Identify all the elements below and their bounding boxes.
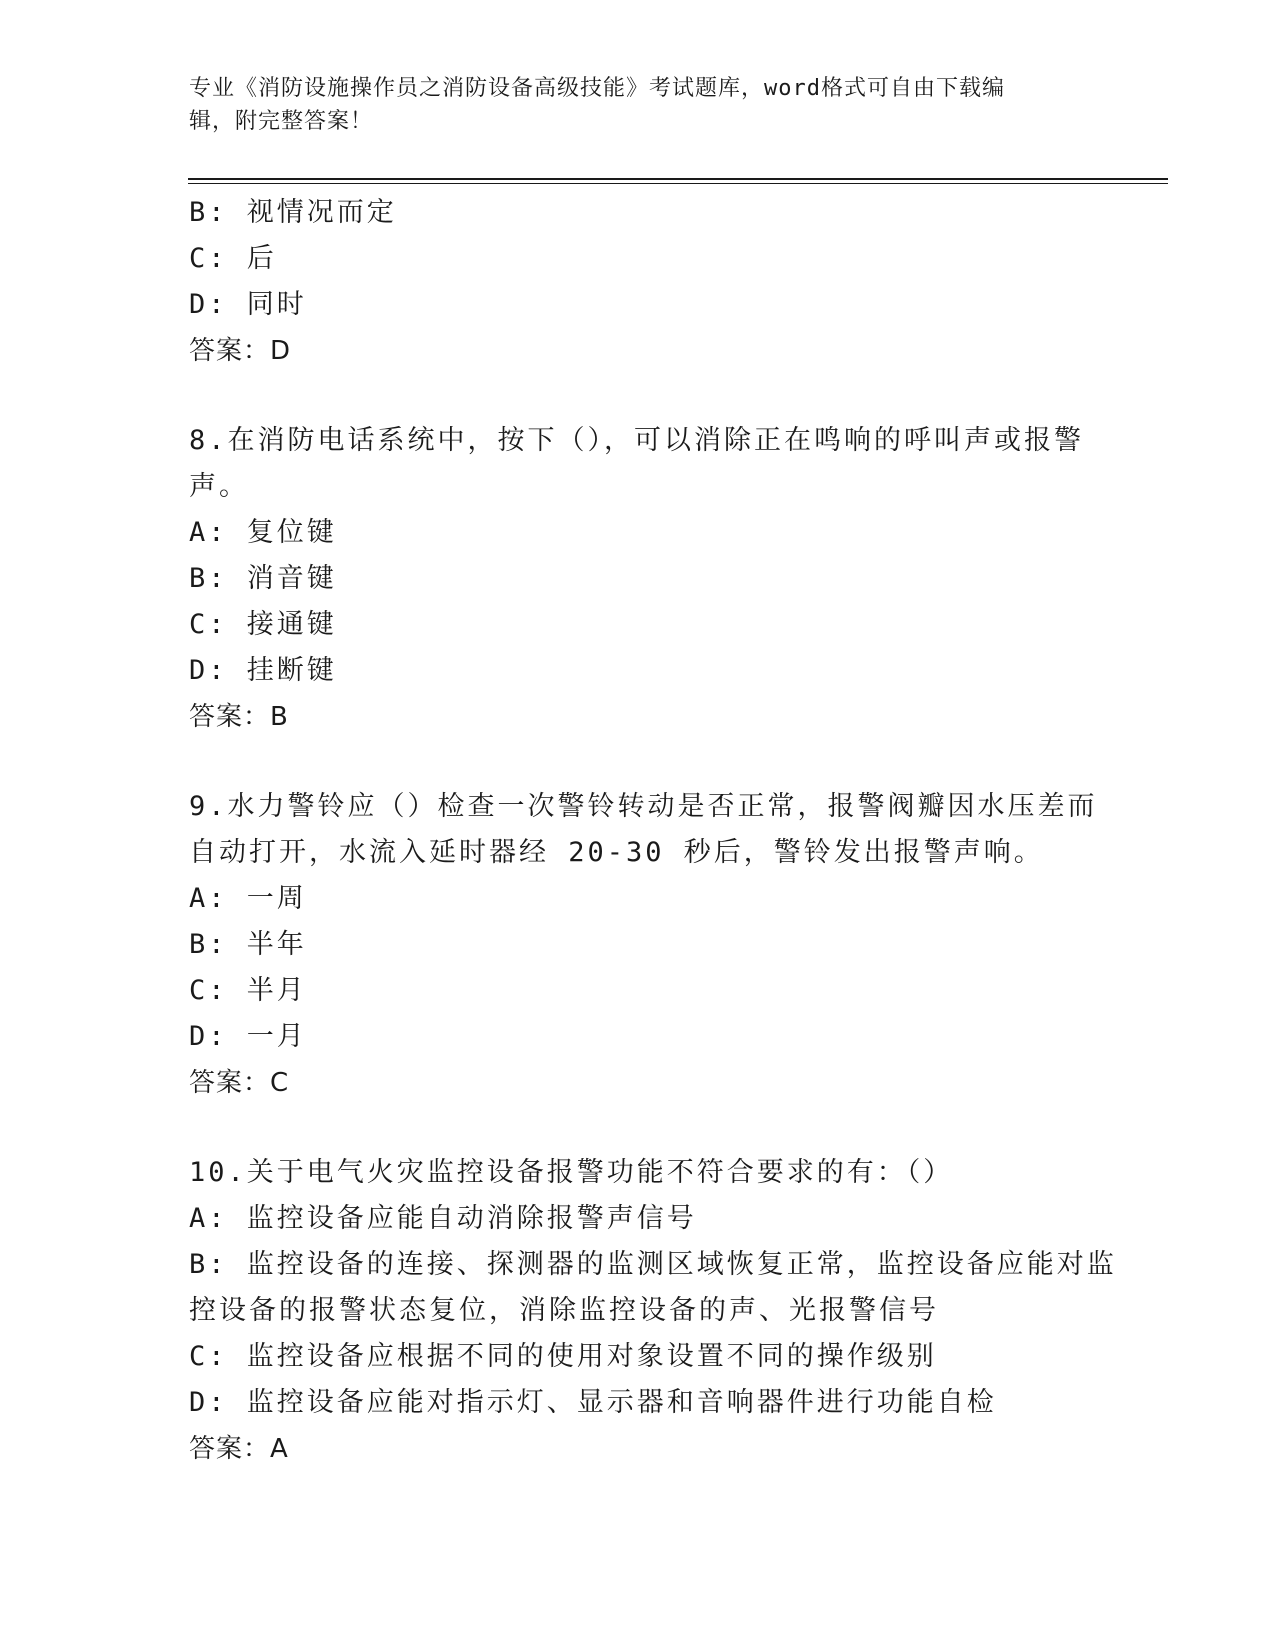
header-divider-thick [188, 178, 1168, 180]
question-stem: 8.在消防电话系统中，按下（），可以消除正在鸣响的呼叫声或报警 [189, 425, 1085, 456]
option-c: C: 半月 [189, 975, 307, 1006]
header-line-1: 专业《消防设施操作员之消防设备高级技能》考试题库，word格式可自由下载编 [189, 76, 1005, 101]
question-list [189, 190, 1117, 1472]
option-c: C: 接通键 [189, 609, 337, 640]
option-a: A: 复位键 [189, 517, 337, 548]
document-header [189, 72, 1089, 138]
answer-line: 答案：A [189, 1434, 289, 1464]
spacer [189, 1106, 1089, 1150]
header-line-2: 辑，附完整答案！ [189, 109, 374, 134]
option-b: B: 半年 [189, 929, 307, 960]
option-c: C: 监控设备应根据不同的使用对象设置不同的操作级别 [189, 1341, 937, 1372]
option-a: A: 一周 [189, 883, 307, 914]
question-stem-continued: 自动打开，水流入延时器经 20-30 秒后，警铃发出报警声响。 [189, 837, 1044, 868]
spacer [189, 374, 1089, 418]
option-c: C: 后 [189, 243, 277, 274]
answer-line: 答案：C [189, 1068, 290, 1098]
option-b: B: 消音键 [189, 563, 337, 594]
question-7-continued [189, 190, 1089, 374]
header-divider-thin [188, 183, 1168, 184]
spacer [189, 740, 1089, 784]
option-a: A: 监控设备应能自动消除报警声信号 [189, 1203, 697, 1234]
question-stem-continued: 声。 [189, 471, 249, 502]
question-9 [189, 784, 1098, 1106]
answer-line: 答案：B [189, 702, 289, 732]
option-b: B: 视情况而定 [189, 197, 397, 228]
option-d: D: 挂断键 [189, 655, 337, 686]
question-10 [189, 1150, 1117, 1472]
option-d: D: 一月 [189, 1021, 307, 1052]
option-d: D: 同时 [189, 289, 307, 320]
question-8 [189, 418, 1089, 740]
option-d: D: 监控设备应能对指示灯、显示器和音响器件进行功能自检 [189, 1387, 997, 1418]
option-b-continued: 控设备的报警状态复位，消除监控设备的声、光报警信号 [189, 1295, 939, 1326]
question-stem: 10.关于电气火灾监控设备报警功能不符合要求的有：（） [189, 1157, 954, 1188]
question-stem: 9.水力警铃应（）检查一次警铃转动是否正常，报警阀瓣因水压差而 [189, 791, 1098, 822]
answer-line: 答案：D [189, 336, 292, 366]
option-b: B: 监控设备的连接、探测器的监测区域恢复正常，监控设备应能对监 [189, 1249, 1117, 1280]
